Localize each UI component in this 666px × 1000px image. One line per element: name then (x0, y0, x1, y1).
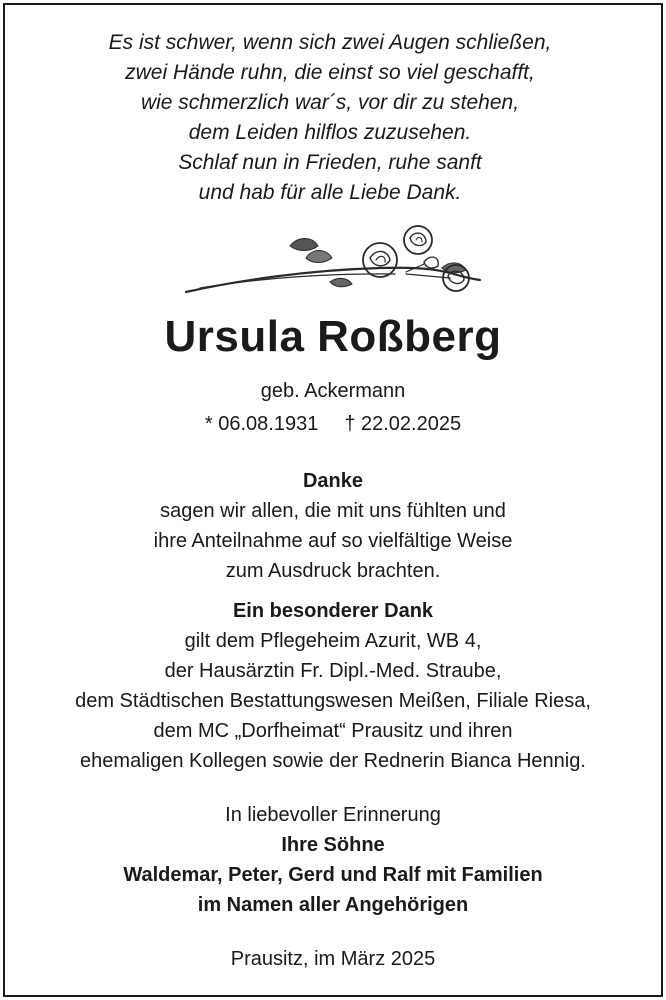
maiden-name: geb. Ackermann (260, 380, 406, 402)
memory-line: Ihre Söhne (281, 834, 385, 856)
thanks-line: ihre Anteilnahme auf so vielfältige Weise (153, 530, 513, 552)
special-thanks-heading: Ein besonderer Dank (232, 600, 434, 622)
deceased-name: Ursula Roßberg (164, 312, 502, 361)
poem-line: dem Leiden hilflos zuzusehen. (188, 121, 472, 144)
special-thanks-line: dem MC „Dorfheimat“ Prausitz und ihren (153, 720, 513, 742)
birth-date: * 06.08.1931 (204, 413, 319, 435)
memory-section (0, 800, 666, 920)
memory-line: Waldemar, Peter, Gerd und Ralf mit Familien (123, 864, 543, 886)
poem-line: Es ist schwer, wenn sich zwei Augen schließen, (108, 31, 552, 54)
poem (0, 28, 660, 208)
special-thanks-line: ehemaligen Kollegen sowie der Rednerin Bianca Hennig. (80, 750, 586, 772)
life-dates (0, 413, 666, 436)
place-date: Prausitz, im März 2025 (230, 948, 436, 970)
thanks-line: zum Ausdruck brachten. (225, 560, 441, 582)
thanks-section (0, 466, 666, 586)
death-date: † 22.02.2025 (344, 413, 462, 435)
rose-icon (180, 218, 490, 298)
memory-line: im Namen aller Angehörigen (197, 894, 469, 916)
thanks-heading: Danke (302, 470, 364, 492)
special-thanks-section (0, 596, 666, 776)
poem-line: und hab für alle Liebe Dank. (198, 181, 462, 204)
special-thanks-line: dem Städtischen Bestattungswesen Meißen, Filiale Riesa, (75, 690, 591, 712)
memory-intro: In liebevoller Erinnerung (225, 804, 441, 826)
poem-line: wie schmerzlich war´s, vor dir zu stehen, (140, 91, 520, 114)
poem-line: zwei Hände ruhn, die einst so viel geschafft, (125, 61, 535, 84)
special-thanks-line: gilt dem Pflegeheim Azurit, WB 4, (184, 630, 482, 652)
poem-line: Schlaf nun in Frieden, ruhe sanft (178, 151, 482, 174)
thanks-line: sagen wir allen, die mit uns fühlten und (160, 500, 506, 522)
special-thanks-line: der Hausärztin Fr. Dipl.-Med. Straube, (164, 660, 502, 682)
